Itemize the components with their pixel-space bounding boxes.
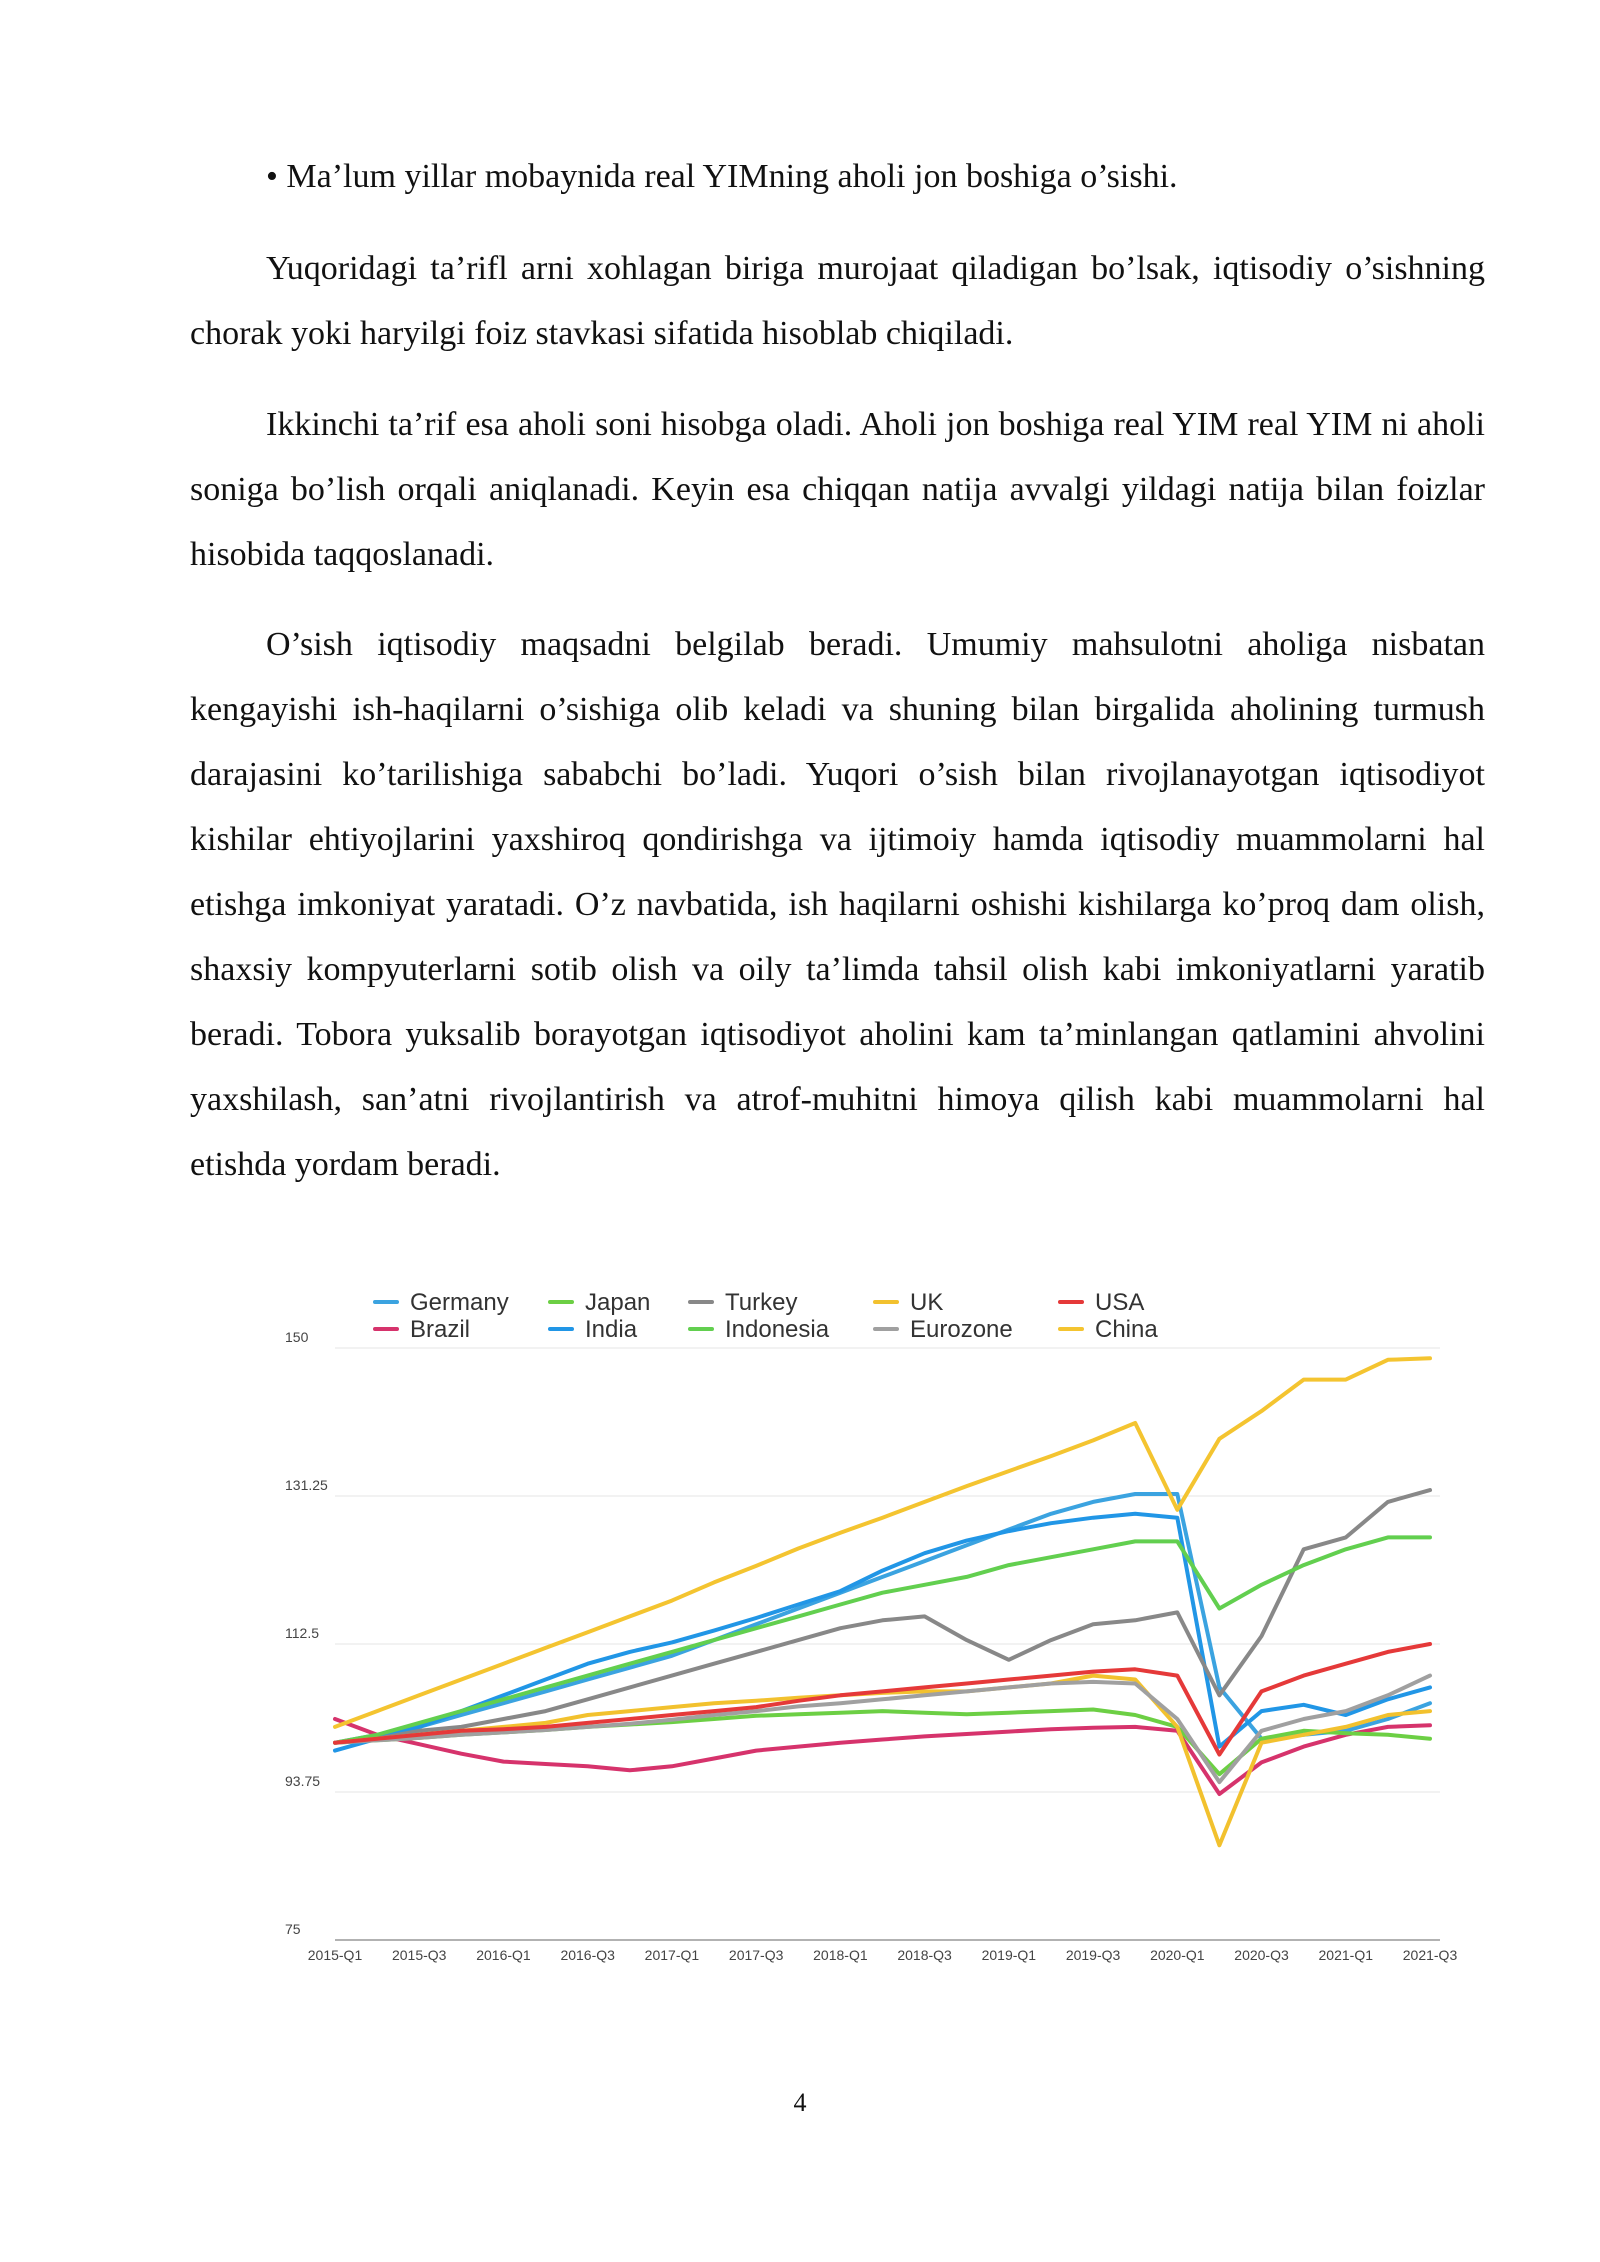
paragraph-3: Ikkinchi ta’rif esa aholi soni hisobga oladi. Aholi jon boshiga real YIM real YIM ni aholi soniga bo’lish orqali aniqlanadi. Keyin esa chiqqan natija avvalgi yildagi natija bilan foizlar hisobida taqqoslanadi. — [190, 406, 1485, 573]
y-tick-label: 112.5 — [285, 1625, 319, 1641]
page-number: 4 — [793, 2088, 807, 2117]
x-tick-label: 2021-Q1 — [1318, 1947, 1374, 1963]
gdp-line-chart — [270, 1290, 1470, 1990]
legend-label: China — [1095, 1316, 1158, 1343]
paragraph-4: O’sish iqtisodiy maqsadni belgilab beradi. Umumiy mahsulotni aholiga nisbatan kengayishi ish-haqilarni o’sishiga olib keladi va shuning bilan birgalida aholining turmush darajasini ko’tarilishiga sababchi bo’ladi. Yuqori o’sish bilan rivojlanayotgan iqtisodiyot kishilar ehtiyojlarini yaxshiroq qondirishga va ijtimoiy hamda iqtisodiy muammolarni hal etishga imkoniyat yaratadi. O’z navbatida, ish haqilarni oshishi kishilarga ko’proq dam olish, shaxsiy kompyuterlarni sotib olish va oily ta’limda tahsil olish kabi imkoniyatlarni yaratib beradi. Tobora yuksalib borayotgan iqtisodiyot aholini kam ta’minlangan qatlamini ahvolini yaxshilash, san’atni rivojlantirish va atrof-muhitni himoya qilish kabi muammolarni hal etishda yordam beradi. — [190, 626, 1485, 1183]
legend-label: India — [585, 1316, 638, 1343]
bullet-glyph: • — [266, 158, 278, 195]
x-tick-label: 2018-Q3 — [897, 1947, 952, 1963]
paragraph-2: Yuqoridagi ta’rifl arni xohlagan biriga murojaat qiladigan bo’lsak, iqtisodiy o’sishning chorak yoki haryilgi foiz stavkasi sifatida hisoblab chiqiladi. — [190, 250, 1485, 352]
legend-label: Indonesia — [725, 1316, 830, 1343]
x-tick-label: 2015-Q3 — [391, 1947, 447, 1963]
y-tick-label: 150 — [285, 1329, 309, 1345]
y-tick-label: 131.25 — [285, 1477, 328, 1493]
x-tick-label: 2016-Q1 — [476, 1947, 531, 1963]
legend-label: Turkey — [725, 1290, 798, 1316]
paragraph-bullet-item — [190, 144, 1485, 209]
legend-label: UK — [910, 1290, 944, 1316]
chart-svg — [270, 1290, 1470, 1990]
x-tick-label: 2019-Q3 — [1065, 1947, 1121, 1963]
legend-label: Japan — [585, 1290, 651, 1316]
x-tick-label: 2015-Q1 — [307, 1947, 363, 1963]
series-line-china — [335, 1358, 1430, 1727]
x-tick-label: 2020-Q1 — [1150, 1947, 1205, 1963]
x-tick-label: 2018-Q1 — [813, 1947, 868, 1963]
x-tick-label: 2017-Q3 — [728, 1947, 784, 1963]
x-tick-label: 2020-Q3 — [1234, 1947, 1289, 1963]
y-tick-label: 75 — [285, 1921, 301, 1937]
y-axis-ticks — [285, 1329, 328, 1937]
legend-label: Brazil — [410, 1316, 471, 1343]
x-tick-label: 2019-Q1 — [981, 1947, 1037, 1963]
bullet-item-text: Ma’lum yillar mobaynida real YIMning aholi jon boshiga o’sishi. — [286, 158, 1178, 195]
chart-gridlines — [335, 1348, 1440, 1940]
legend-label: Germany — [410, 1290, 509, 1316]
series-line-india — [335, 1514, 1430, 1751]
chart-legend — [375, 1290, 1158, 1343]
legend-label: USA — [1095, 1290, 1145, 1316]
x-tick-label: 2017-Q1 — [644, 1947, 700, 1963]
x-axis-ticks — [308, 1947, 1458, 1963]
y-tick-label: 93.75 — [285, 1773, 321, 1789]
chart-series-lines — [335, 1358, 1430, 1845]
x-tick-label: 2021-Q3 — [1402, 1947, 1458, 1963]
legend-label: Eurozone — [910, 1316, 1013, 1343]
x-tick-label: 2016-Q3 — [560, 1947, 615, 1963]
